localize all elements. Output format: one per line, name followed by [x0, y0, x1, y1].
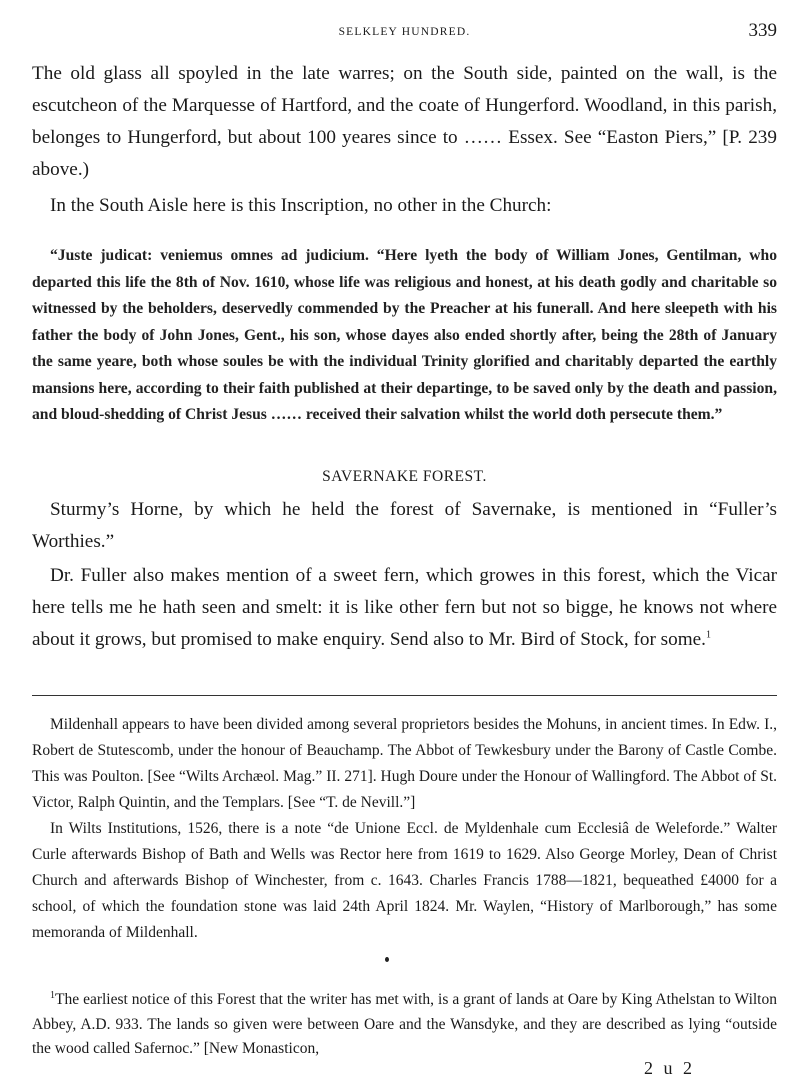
page-number: 339 [748, 20, 777, 41]
print-speck [385, 957, 389, 962]
footnote-text: The earliest notice of this Forest that the writer has met with, is a grant of lands at Oare by King Athelstan to Wilton Abbey, A.D. 933. The lands so given were between Oare and the Wansdyke, and they are described as lying “outside the wood called Safernoc.” [New Monasticon, [32, 991, 777, 1057]
section-heading: SAVERNAKE FOREST. [322, 468, 487, 485]
note-proprietors: Mildenhall appears to have been divided among several proprietors besides the Mohuns, in ancient times. In Edw. I., Robert de Stutescomb, under the honour of Beauchamp. The Abbot of Tewkesbury under the Barony of Castle Combe. This was Poulton. [See “Wilts Archæol. Mag.” II. 271]. Hugh Doure under the Honour of Wallingford. The Abbot of St. Victor, Ralph Quintin, and the Templars. [See “T. de Nevill.”] [32, 716, 777, 811]
running-head [32, 20, 777, 44]
paragraph-sweet-fern [32, 560, 777, 656]
note-institutions: In Wilts Institutions, 1526, there is a note “de Unione Eccl. de Myldenhale cum Ecclesiâ de Weleforde.” Walter Curle afterwards Bishop of Bath and Wells was Rector here from 1619 to 1629. Also George Morley, Dean of Christ Church and afterwards Bishop of Winchester, from c. 1643. Charles Francis 1788—1821, bequeathed £4000 for a school, of which the foundation stone was laid 24th April 1824. Mr. Waylen, “History of Marlborough,” has some memoranda of Mildenhall. [32, 820, 777, 941]
paragraph-glass: The old glass all spoyled in the late warres; on the South side, painted on the wall, is the escutcheon of the Marquesse of Hartford, and the coate of Hungerford. Woodland, in this parish, belonges to Hungerford, but about 100 yeares since to …… Essex. See “Easton Piers,” [P. 239 above.) [32, 63, 777, 180]
footnote-marker: 1 [50, 989, 55, 1001]
paragraph-south-aisle: In the South Aisle here is this Inscription, no other in the Church: [50, 195, 552, 216]
footnote [32, 988, 777, 1062]
main-text [32, 58, 777, 222]
savernake-forest-text [32, 494, 777, 656]
inscription-block [32, 243, 777, 429]
footnote-text-line [32, 988, 777, 1062]
inscription-text: “Juste judicat: veniemus omnes ad judicium. “Here lyeth the body of William Jones, Gentilman, who departed this life the 8th of Nov. 1610, whose life was religious and honest, at his death godly and charitable so witnessed by the beholders, deservedly commended by the Preacher at his funerall. And here sleepeth with his father the body of John Jones, Gent., his son, whose dayes also ended shortly after, being the 28th of January the same yeare, both whose soules be with the individual Trinity glorified and charitably departed the earthly mansions here, according to their faith published at their departinge, to be saved only by the death and passion, and bloud-shedding of Christ Jesus …… received their salvation whilst the world doth persecute them.” [32, 247, 777, 423]
signature-mark: 2 u 2 [644, 1058, 695, 1078]
running-title: SELKLEY HUNDRED. [338, 26, 471, 38]
mildenhall-notes [32, 712, 777, 946]
paragraph-sturmys-horne: Sturmy’s Horne, by which he held the forest of Savernake, is mentioned in “Fuller’s Worthies.” [32, 499, 777, 552]
footnote-reference[interactable]: 1 [705, 629, 711, 641]
footnote-divider [32, 695, 777, 696]
sweet-fern-text: Dr. Fuller also makes mention of a sweet fern, which growes in this forest, which the Vicar here tells me he hath seen and smelt: it is like other fern but not so bigge, he knows not where about it grows, but promised to make enquiry. Send also to Mr. Bird of Stock, for some. [32, 565, 777, 650]
